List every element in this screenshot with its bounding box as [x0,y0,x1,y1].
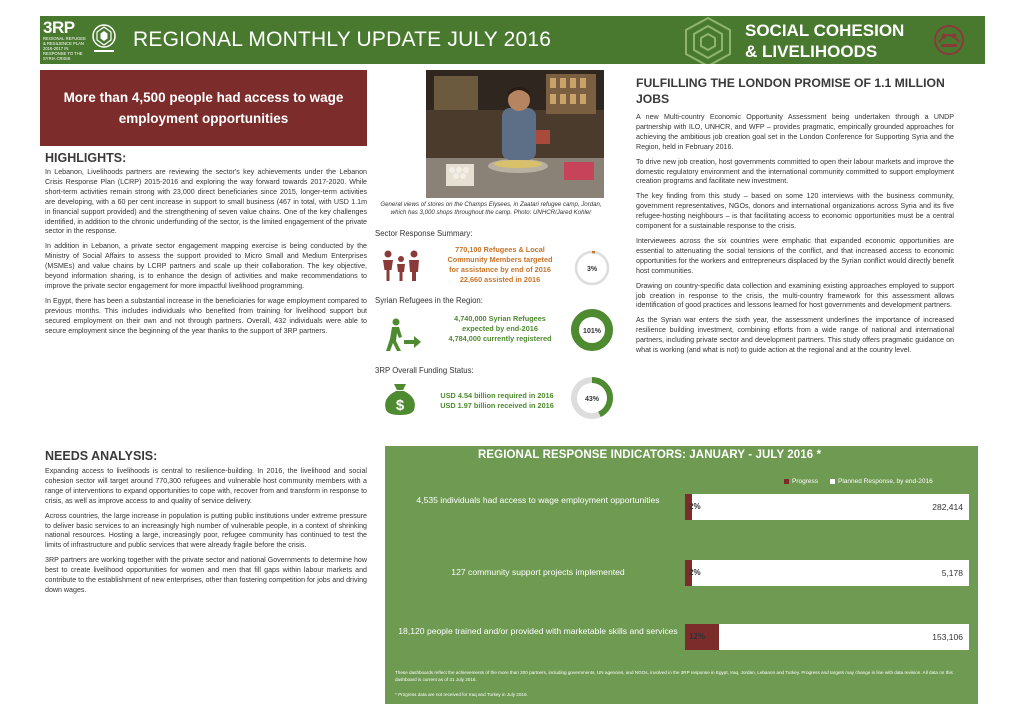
family-icon [381,249,421,283]
refugees-line1: 4,740,000 Syrian Refugees [454,314,546,323]
article-body [636,113,954,361]
highlights-paragraph: In Lebanon, Livelihoods partners are reviewing the sector's key achievements under the Lebanon Crisis Response Plan (LCRP) 2015-2016 and exploring the way forward towards 2017-2020. While short-term activities remain strong with 23,000 direct beneficiaries since 2015, longer-term activities are developing, with a 60 per cent increase in support to small business (467 in total, with USD 1.1m in financial support provided) and the strengthening of seven value chains. One of the key challenges identified, in addition to the chronic underfunding of the sector, is the limited engagement of the private sector in the response. [45,168,367,236]
funding-donut [568,375,616,421]
article-paragraph: A new Multi-country Economic Opportunity Assessment being undertaken through a UNDP partnership with ILO, UNHCR, and WFP – provides pragmatic, empirically grounded approaches for achieving the ambitious job creation goal set in the London Conference for Supporting Syria and the Region, held in February 2016. [636,113,954,151]
indicator-label-community-projects: 127 community support projects implemented [451,567,625,577]
logo-text: 3RP [43,18,75,37]
highlights-paragraph: In Egypt, there has been a substantial increase in the beneficiaries for wage employment compared to previous months. This includes individuals who benefited from training for livelihood support but secured employment on their own and not through partners. Overall, 432 individuals were able to secure employment since the beginning of the year thanks to the support of 3RP partners. [45,296,367,335]
money-bag-icon [382,382,418,416]
sector-donut-label: 3% [586,266,598,273]
photo-caption: General views of stores on the Champs Elysees, in Zaatari refugee camp, Jordan, which has 3,000 shops throughout the camp. Photo: UNHCR/Jared Kohler [380,201,602,217]
refugees-text [425,314,575,344]
legend-planned [830,478,933,485]
needs-paragraph: 3RP partners are working together with the private sector and national Governments to determine how best to create livelihood opportunities for women and men that fill gaps within labour markets and contribute to the establishment of new enterprises, other than fostering competition for jobs and driving down wages. [45,556,367,594]
article-paragraph: The key finding from this study – based on some 120 interviews with the business community, government representatives, NGOs, donors and international organizations across Syria and its five refugee-hosting neighbours – is that facilitating access to economic opportunities must be a central component for a sustainable response to the crisis. [636,192,954,231]
indicator-percent: 2% [689,568,701,577]
hexagon-pattern-icon [668,16,748,64]
sector-target-text [425,245,575,285]
refugees-line2: expected by end-2016 [462,324,538,333]
indicator-target: 153,106 [932,632,963,642]
funding-donut-label: 43% [584,396,600,403]
indicator-label-people-trained: 18,120 people trained and/or provided with marketable skills and services [398,626,678,636]
headline-text: More than 4,500 people had access to wage employment opportunities [63,90,344,126]
logo-subtitle: REGIONAL REFUGEE & RESILIENCE PLAN 2016-2017 IN RESPONSE TO THE SYRIA CRISIS [43,36,86,61]
3rp-emblem-icon [90,22,118,56]
article-paragraph: To drive new job creation, host governments committed to open their labour markets and improve the domestic regulatory environment and the international community committed to support employment creation programs and facilitate new investment. [636,157,954,186]
indicators-legend [784,478,933,485]
page-title: REGIONAL MONTHLY UPDATE JULY 2016 [133,28,552,51]
needs-paragraph: Across countries, the large increase in population is putting public institutions under extreme pressure to deliver basic services to an increasingly high number of vulnerable people, in a context of shrinking national resources. Hosting a large, increasingly poor, refugee community has continued to test the limits of infrastructure and public services that were already fragile before the crisis. [45,511,367,550]
sector-summary-heading: Sector Response Summary: [375,229,473,238]
needs-paragraph: Expanding access to livelihoods is central to resilience-building. In 2016, the livelihood and social cohesion sector will target around 770,300 refugees and vulnerable host community members with a range of interventions to expand opportunities to cope with, recover from and transform in response to crisis, as well as improve access to and quality of service delivery. [45,467,367,505]
sector-donut [570,248,614,288]
refugees-donut [568,308,616,352]
sector-target-line3: for assistance by end of 2016 [449,265,551,274]
headline-box [40,70,367,146]
refugees-heading: Syrian Refugees in the Region: [375,296,483,305]
article-paragraph: Drawing on country-specific data collection and examining existing approaches employed to support job creation in response to the crisis, the multi-country framework for this assessment allows identification of good practices and lessons learned for host governments and development partners. [636,281,954,310]
indicators-panel [385,446,978,704]
article-paragraph: As the Syrian war enters the sixth year, the assessment underlines the importance of increased resilience building investment, combining efforts from a wide range of national and international partners, including private sector and development partners. This study offers pragmatic guidance on what is working (and what is not) to guide action at the regional and at the country level. [636,316,954,355]
legend-progress [784,478,818,485]
legend-progress-swatch [784,479,789,484]
indicator-label-wage-employment: 4,535 individuals had access to wage employment opportunities [416,495,660,505]
article-paragraph: Interviewees across the six countries were emphatic that expanded economic opportunities are essential to attenuating the social tensions of the conflict, and that increased access to economic opportunities for the workers and entrepreneurs displaced by the Syrian conflict would directly benefit host communities. [636,236,954,275]
highlights-paragraph: In addition in Lebanon, a private sector engagement mapping exercise is being conducted by the Ministry of Social Affairs to assess the support provided to Micro Small and Medium Enterprises (MSMEs) and value chains by LCRP partners and scale up their collaboration. The key objective, beyond information sharing, is to enhance the design of activities and make recommendations to improve the private sector engagement for more impactful livelihood programming. [45,242,367,290]
header-banner [40,16,985,64]
livelihoods-emblem-icon [925,22,973,58]
sector-assisted-text: 22,660 assisted in 2016 [459,275,541,284]
indicator-bar-people-trained [685,624,969,650]
sector-target-line1: 770,100 Refugees & Local [455,245,545,254]
funding-text [422,391,572,411]
walking-person-icon [382,318,422,354]
shopkeeper-photo [426,70,604,198]
sector-title-line1: SOCIAL COHESION [745,21,905,40]
3rp-logo [40,16,122,64]
refugees-line3: 4,784,000 currently registered [448,334,552,343]
indicators-footnote: These dashboards reflect the achievements of the more than 200 partners, including governments, UN agencies, and NGOs, involved in the 3RP response in Egypt, Iraq, Jordan, Lebanon and Turkey. Progress and targets may change in line with data revision. All data on this dashboard is current as of 31 July 2016. [395,670,953,682]
svg-text:$: $ [395,397,405,414]
sector-target-line2: Community Members targeted [447,255,553,264]
indicator-bar-wage-employment [685,494,969,520]
needs-analysis-body [45,467,367,601]
highlights-heading: HIGHLIGHTS: [45,151,127,165]
funding-required: USD 4.54 billion required in 2016 [440,391,554,400]
funding-heading: 3RP Overall Funding Status: [375,366,474,375]
indicator-target: 5,178 [941,568,963,578]
indicator-bar-community-projects [685,560,969,586]
legend-planned-swatch [830,479,835,484]
refugees-donut-label: 101% [583,328,601,335]
highlights-body [45,168,367,342]
sector-title [745,20,904,62]
sector-title-line2: & LIVELIHOODS [745,42,878,61]
legend-progress-label: Progress [792,478,819,485]
funding-received: USD 1.97 billion received in 2016 [440,401,554,410]
article-title: FULFILLING THE LONDON PROMISE OF 1.1 MILLION JOBS [636,76,945,106]
indicator-percent: 12% [689,632,706,641]
indicators-title: REGIONAL RESPONSE INDICATORS: JANUARY - JULY 2016 * [478,449,822,461]
indicator-target: 282,414 [932,502,963,512]
needs-analysis-heading: NEEDS ANALYSIS: [45,449,158,463]
legend-planned-label: Planned Response, by end-2016 [838,478,933,485]
indicator-percent: 2% [689,502,701,511]
indicators-footnote-asterisk: * Progress data are not received for Iraq and Turkey in July 2016. [395,692,528,697]
